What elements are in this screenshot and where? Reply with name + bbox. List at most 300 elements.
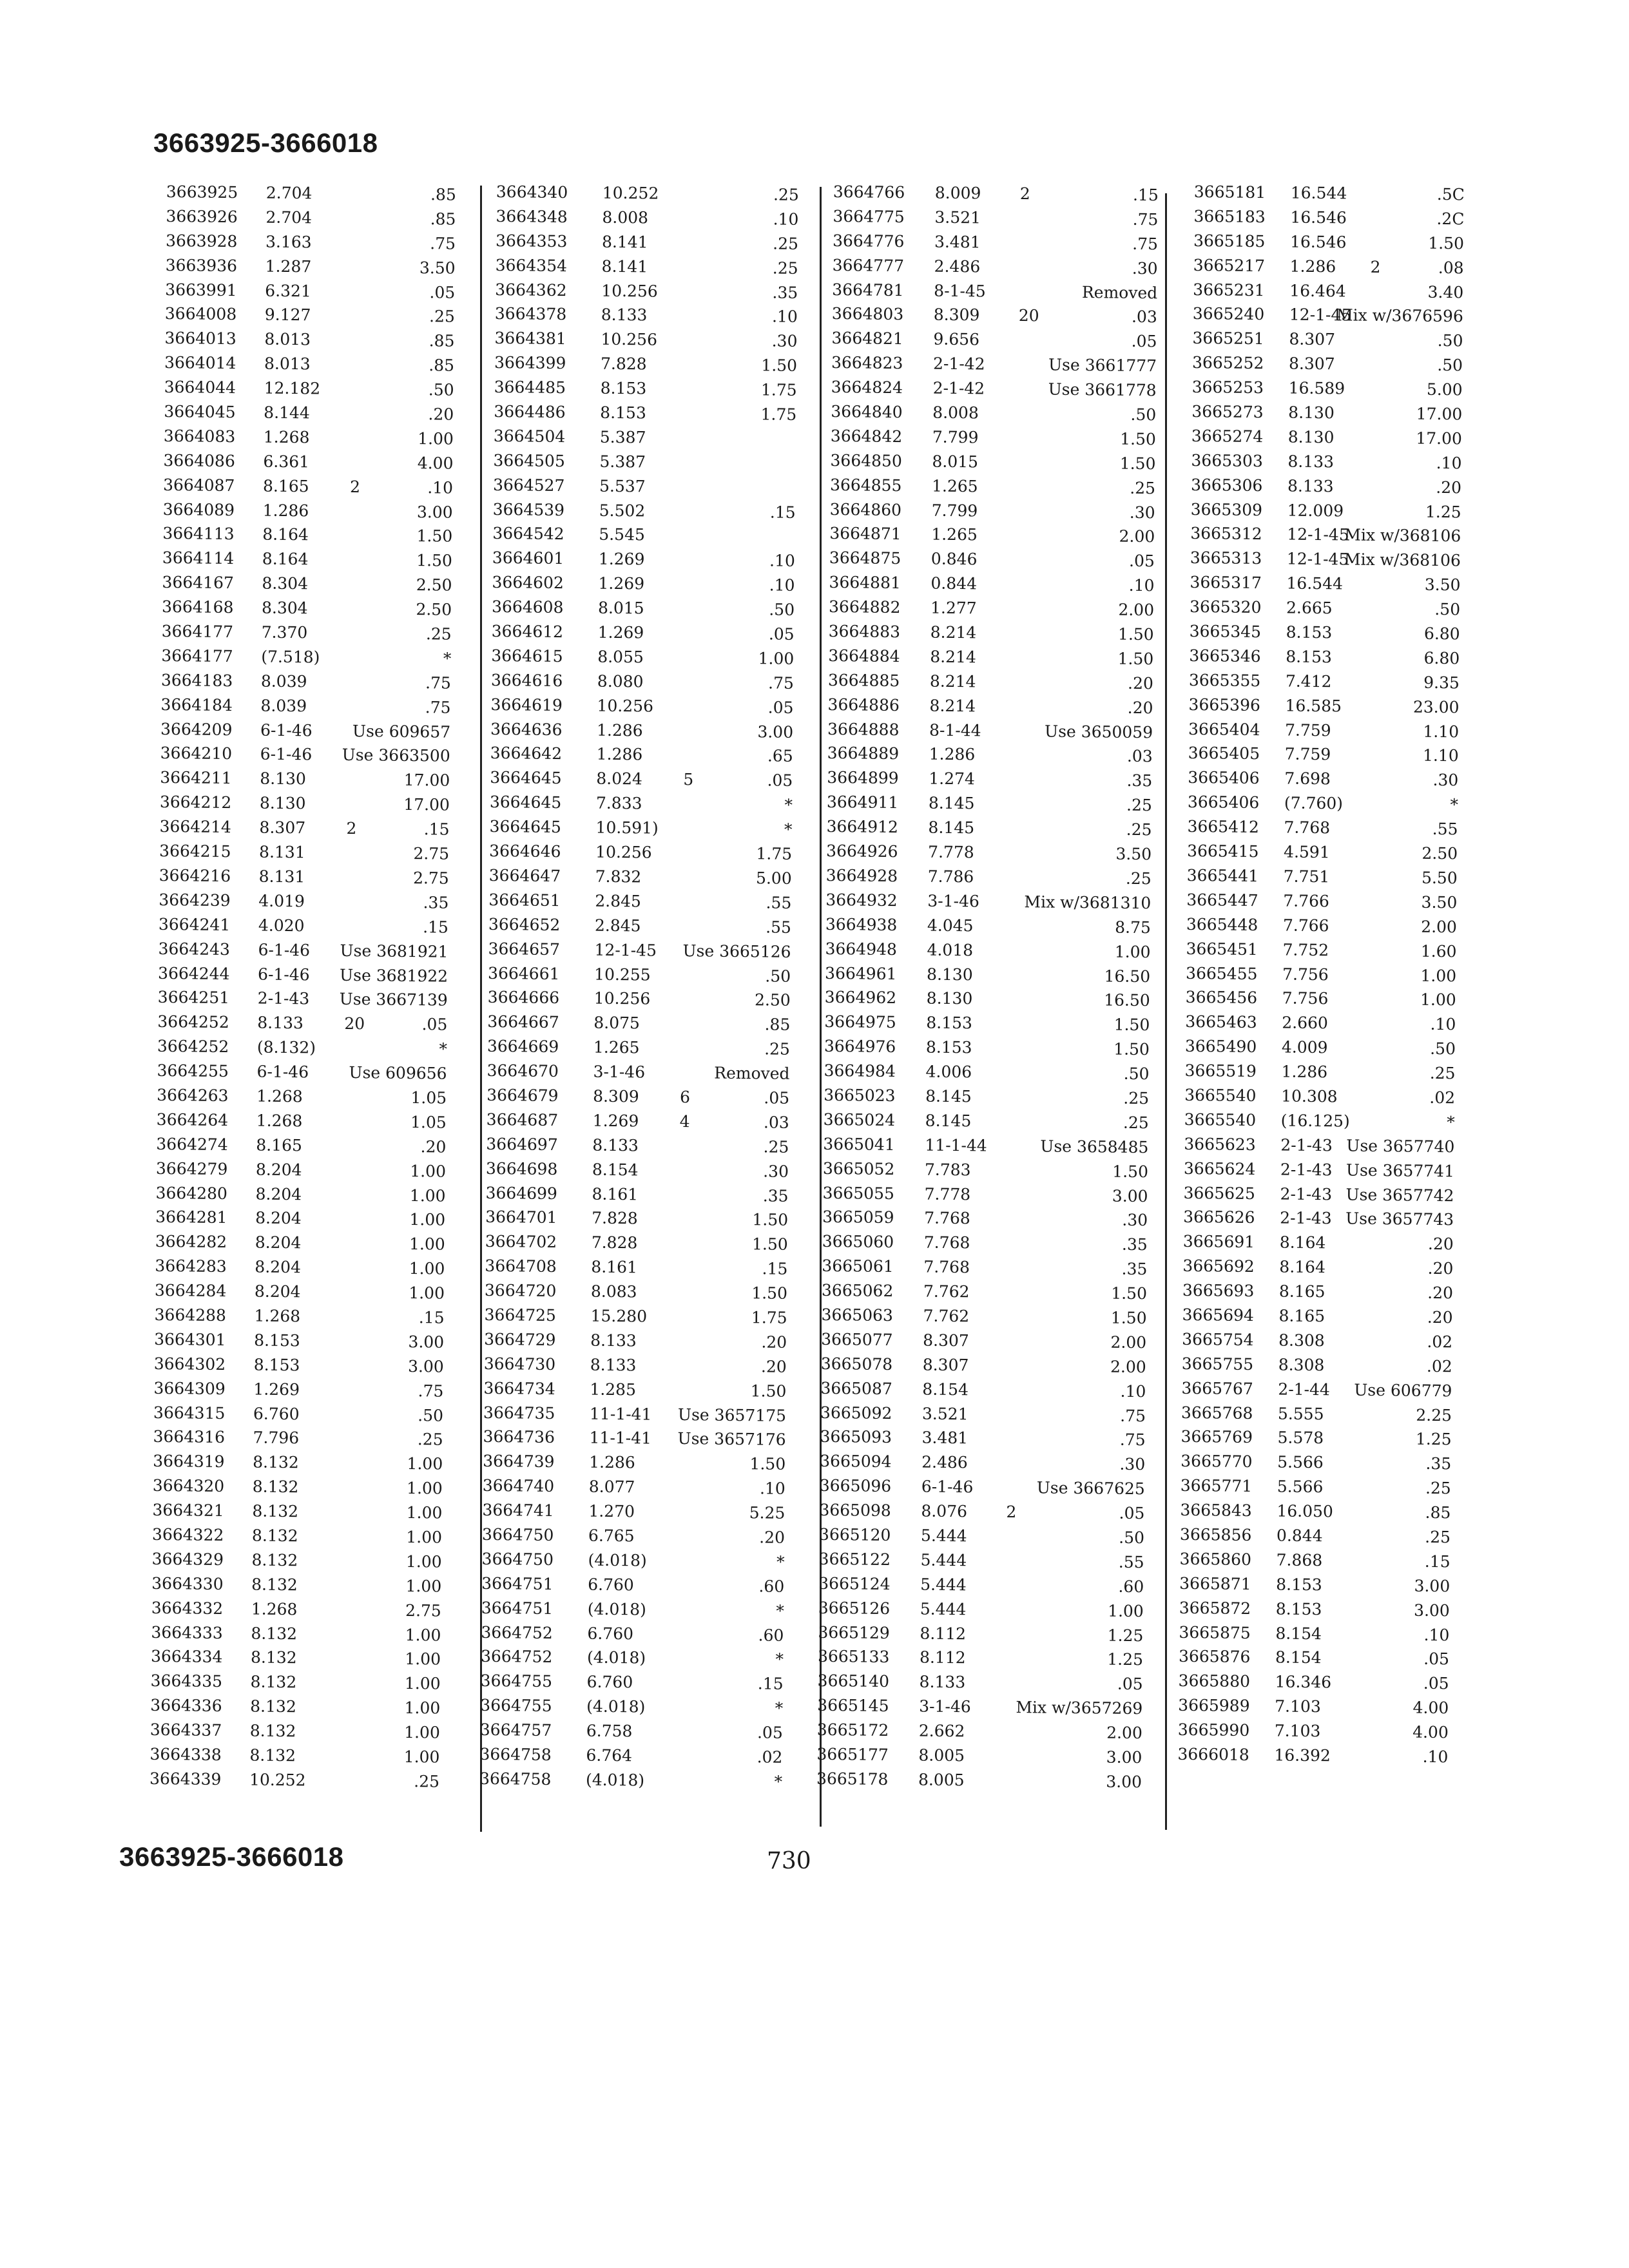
price-or-note: .55 [766, 893, 792, 912]
part-row [496, 182, 799, 210]
part-number: 3664399 [494, 353, 566, 373]
weight-or-date: 1.285 [590, 1379, 637, 1399]
weight-or-date: 8.164 [262, 525, 309, 544]
part-number: 3664274 [156, 1134, 228, 1154]
part-row [492, 548, 795, 576]
part-number: 3664755 [480, 1696, 552, 1716]
price-or-note: .03 [763, 1113, 789, 1132]
part-number: 3664184 [160, 695, 233, 715]
part-number: 3664316 [153, 1427, 226, 1447]
price-or-note: 1.00 [406, 1479, 443, 1498]
part-number: 3665691 [1182, 1232, 1255, 1252]
part-row [833, 182, 1159, 210]
weight-or-date: 7.768 [924, 1208, 970, 1228]
part-number: 3664362 [495, 280, 567, 300]
part-row [494, 378, 796, 405]
price-or-note: 3.00 [1112, 1186, 1148, 1206]
part-number: 3665448 [1186, 914, 1258, 934]
price-or-note: Use 3650059 [1044, 722, 1153, 742]
price-or-note: * [784, 820, 793, 840]
part-number: 3665447 [1186, 890, 1258, 910]
part-row [495, 256, 798, 284]
price-or-note: .35 [1121, 1259, 1148, 1279]
weight-or-date: 8.039 [260, 671, 307, 691]
price-or-note: .20 [428, 405, 454, 424]
price-or-note: 1.00 [407, 1454, 443, 1474]
weight-or-date: 8.153 [1286, 622, 1333, 642]
part-number: 3665872 [1179, 1598, 1251, 1618]
price-or-note: .35 [1121, 1235, 1148, 1254]
price-or-note: .75 [430, 234, 456, 253]
weight-or-date: 8.153 [600, 378, 647, 398]
price-or-note: 2.00 [1421, 917, 1458, 937]
weight-or-date: 5.537 [599, 476, 646, 496]
part-number: 3664279 [155, 1158, 228, 1178]
price-or-note: .10 [759, 1479, 786, 1499]
part-number: 3665396 [1188, 695, 1261, 715]
price-or-note: * [775, 1650, 784, 1669]
part-row [494, 427, 796, 454]
part-row [483, 1427, 786, 1455]
price-or-note: Use 3657743 [1345, 1209, 1454, 1229]
price-or-note: .20 [1427, 1259, 1454, 1278]
weight-or-date: 8.015 [597, 598, 644, 618]
price-or-note: 1.00 [758, 649, 795, 668]
part-row [1177, 1745, 1448, 1772]
part-number: 3665519 [1184, 1061, 1257, 1081]
weight-or-date: 8.153 [1275, 1599, 1322, 1619]
weight-or-date: 7.412 [1285, 671, 1332, 691]
part-number: 3665120 [818, 1524, 891, 1545]
part-number: 3664264 [156, 1110, 229, 1129]
price-or-note: 1.75 [760, 405, 797, 424]
part-number: 3664302 [153, 1354, 226, 1374]
price-or-note: .20 [1436, 477, 1462, 497]
part-number: 3664938 [825, 914, 898, 934]
part-row [1188, 768, 1458, 795]
quantity: 4 [679, 1111, 690, 1131]
part-number: 3665181 [1193, 182, 1266, 202]
weight-or-date: 1.274 [929, 769, 976, 789]
price-or-note: 5.00 [1426, 380, 1463, 399]
price-or-note: .15 [1132, 185, 1159, 205]
price-or-note: 1.25 [1107, 1626, 1144, 1645]
part-row [494, 402, 796, 430]
part-number: 3665769 [1181, 1427, 1253, 1447]
part-row [1188, 793, 1458, 820]
part-number: 3664089 [162, 499, 235, 519]
part-number: 3664008 [164, 304, 237, 324]
weight-or-date: 4.591 [1283, 842, 1330, 862]
part-number: 3664821 [831, 329, 903, 349]
part-number: 3664315 [153, 1403, 226, 1423]
part-row [158, 963, 448, 991]
part-number: 3664615 [491, 646, 563, 666]
part-number: 3663928 [165, 231, 238, 251]
weight-or-date: 2.660 [1282, 1013, 1329, 1033]
weight-or-date: 6.760 [587, 1624, 634, 1643]
part-row [1192, 353, 1463, 380]
price-or-note: Use 3657176 [677, 1429, 786, 1450]
part-row [823, 1135, 1148, 1162]
part-row [1190, 500, 1461, 527]
part-number: 3664329 [151, 1549, 224, 1569]
part-row [827, 720, 1153, 747]
part-number: 3664657 [488, 939, 561, 959]
part-row [820, 1427, 1145, 1455]
weight-or-date: 12.182 [264, 378, 321, 398]
price-or-note: .30 [1432, 771, 1459, 790]
part-row [158, 988, 448, 1015]
weight-or-date: 16.544 [1286, 573, 1344, 593]
part-row [153, 1427, 443, 1455]
price-or-note: .25 [429, 307, 455, 327]
part-number: 3665624 [1183, 1158, 1256, 1178]
weight-or-date: 8.307 [1289, 329, 1336, 349]
part-row [1185, 1012, 1456, 1039]
price-or-note: .05 [421, 1015, 448, 1034]
part-number: 3665456 [1185, 988, 1258, 1008]
weight-or-date: 10.252 [249, 1770, 306, 1790]
part-number: 3665451 [1186, 939, 1258, 959]
price-or-note: 1.00 [1420, 966, 1457, 985]
weight-or-date: 8.153 [254, 1331, 300, 1350]
weight-or-date: 7.759 [1284, 745, 1331, 764]
part-row [1190, 573, 1460, 600]
price-or-note: 3.50 [1115, 844, 1152, 864]
part-number: 3664702 [485, 1232, 557, 1252]
price-or-note: 6.80 [1423, 648, 1460, 668]
part-row [827, 695, 1153, 723]
price-or-note: .60 [758, 1577, 785, 1596]
weight-or-date: 8.165 [256, 1135, 303, 1155]
price-or-note: * [1447, 1113, 1455, 1132]
weight-or-date: 8.144 [264, 403, 310, 423]
part-number: 3665313 [1190, 548, 1262, 568]
price-or-note: .60 [758, 1625, 784, 1645]
weight-or-date: 7.799 [931, 501, 978, 520]
part-row [495, 280, 798, 308]
part-row [1191, 427, 1462, 454]
weight-or-date: 7.756 [1282, 988, 1329, 1008]
part-row [483, 1452, 786, 1479]
weight-or-date: 7.762 [923, 1306, 970, 1326]
part-row [1184, 1061, 1455, 1088]
part-row [151, 1599, 441, 1626]
part-row [821, 1354, 1146, 1382]
part-row [832, 256, 1157, 284]
weight-or-date: 5.566 [1277, 1452, 1324, 1472]
price-or-note: 1.75 [756, 844, 793, 863]
price-or-note: 1.00 [410, 1161, 447, 1181]
quantity: 2 [1006, 1503, 1017, 1522]
part-row [488, 939, 791, 967]
part-number: 3664322 [151, 1524, 224, 1545]
part-number: 3664381 [494, 329, 566, 349]
weight-or-date: 3.481 [921, 1428, 969, 1448]
part-row [830, 451, 1155, 479]
weight-or-date: 8.164 [1279, 1257, 1326, 1277]
weight-or-date: 7.766 [1283, 891, 1330, 911]
part-row [161, 646, 451, 674]
part-number: 3664803 [831, 304, 904, 324]
price-or-note: Mix w/3657269 [1016, 1698, 1143, 1718]
price-or-note: .75 [425, 673, 452, 693]
price-or-note: 2.00 [1106, 1723, 1142, 1743]
part-row [820, 1452, 1145, 1479]
part-number: 3663936 [165, 255, 238, 275]
part-row [479, 1745, 782, 1773]
part-number: 3665273 [1191, 401, 1264, 422]
weight-or-date: 4.019 [258, 891, 305, 911]
part-row [1185, 1037, 1456, 1064]
part-row [831, 427, 1156, 454]
weight-or-date: 7.796 [253, 1428, 300, 1448]
part-number: 3664842 [830, 426, 903, 447]
weight-or-date: 6-1-46 [256, 1062, 309, 1082]
weight-or-date: 7.751 [1283, 867, 1330, 887]
part-number: 3664911 [826, 793, 899, 812]
part-number: 3664239 [159, 890, 231, 910]
part-row [820, 1379, 1146, 1407]
weight-or-date: 12-1-45 [594, 940, 657, 960]
part-row [1190, 597, 1460, 624]
weight-or-date: 1.269 [592, 1111, 639, 1131]
price-or-note: .30 [763, 1162, 789, 1181]
part-row [149, 1745, 439, 1773]
part-number: 3665093 [820, 1427, 892, 1447]
part-row [159, 915, 448, 943]
part-number: 3664319 [153, 1452, 225, 1472]
part-row [818, 1599, 1144, 1626]
part-row [829, 524, 1155, 552]
part-number: 3664926 [825, 841, 898, 861]
price-or-note: .10 [427, 477, 454, 497]
weight-or-date: 8.154 [1275, 1648, 1322, 1667]
weight-or-date: 8.133 [257, 1013, 304, 1033]
weight-or-date: 8.008 [602, 207, 649, 227]
weight-or-date: 7.828 [600, 354, 647, 374]
part-number: 3665041 [823, 1134, 895, 1154]
price-or-note: .05 [757, 1723, 783, 1742]
part-row [490, 695, 793, 723]
weight-or-date: (8.132) [256, 1037, 316, 1057]
price-or-note: .35 [1425, 1454, 1452, 1474]
part-row [817, 1671, 1142, 1699]
price-or-note: .10 [1423, 1625, 1450, 1644]
part-row [162, 573, 452, 601]
part-number: 3665317 [1190, 573, 1262, 593]
part-row [160, 695, 450, 723]
price-or-note: 1.50 [751, 1283, 788, 1303]
part-number: 3664899 [827, 768, 899, 788]
price-or-note: .35 [423, 893, 449, 912]
price-or-note: 1.00 [403, 1747, 440, 1767]
part-number: 3664736 [483, 1427, 555, 1447]
part-number: 3664646 [488, 841, 561, 861]
part-row [490, 744, 793, 771]
part-number: 3664244 [157, 963, 230, 983]
price-or-note: 1.00 [405, 1649, 441, 1669]
part-number: 3664504 [493, 426, 566, 447]
part-row [831, 378, 1156, 405]
part-row [822, 1207, 1148, 1235]
price-or-note: 1.50 [751, 1235, 788, 1254]
part-row [1192, 329, 1463, 356]
quantity: 2 [1019, 184, 1030, 204]
part-number: 3664701 [485, 1207, 557, 1227]
price-or-note: 3.00 [407, 1356, 444, 1376]
part-row [166, 182, 456, 210]
quantity: 5 [683, 770, 694, 789]
part-row [818, 1574, 1144, 1602]
price-or-note: .25 [1125, 869, 1152, 889]
weight-or-date: 10.255 [593, 965, 651, 985]
part-row [490, 720, 793, 747]
part-number: 3665345 [1189, 621, 1262, 642]
price-or-note: .2C [1436, 209, 1465, 229]
part-row [159, 841, 449, 869]
price-or-note: 3.00 [1106, 1747, 1142, 1767]
price-or-note: .85 [430, 185, 456, 204]
part-number: 3665860 [1179, 1549, 1252, 1569]
parts-column-1 [149, 182, 456, 1796]
part-number: 3665092 [820, 1403, 892, 1423]
part-number: 3664962 [824, 988, 897, 1008]
part-row [151, 1574, 441, 1602]
part-row [485, 1232, 788, 1260]
price-or-note: 1.00 [1114, 942, 1151, 961]
part-number: 3665771 [1180, 1476, 1253, 1496]
price-or-note: 1.05 [410, 1088, 447, 1108]
weight-or-date: 8.055 [597, 647, 644, 667]
weight-or-date: 8.080 [597, 671, 644, 691]
price-or-note: .50 [1119, 1528, 1145, 1548]
weight-or-date: 7.759 [1284, 720, 1331, 740]
weight-or-date: 5.566 [1277, 1477, 1324, 1497]
part-row [480, 1720, 783, 1748]
weight-or-date: 7.799 [932, 427, 979, 447]
price-or-note: 1.75 [760, 380, 797, 400]
weight-or-date: 7.833 [595, 793, 642, 813]
price-or-note: .05 [768, 624, 795, 644]
part-number: 3664881 [829, 573, 901, 593]
part-row [1181, 1476, 1451, 1503]
weight-or-date: 8.154 [922, 1379, 969, 1399]
weight-or-date: 8.309 [593, 1086, 639, 1106]
price-or-note: .10 [1430, 1015, 1456, 1034]
part-number: 3664281 [155, 1207, 227, 1227]
part-number: 3664241 [158, 914, 231, 934]
part-number: 3664337 [149, 1720, 222, 1740]
part-row [1187, 817, 1458, 844]
price-or-note: .15 [762, 1259, 788, 1279]
price-or-note: .35 [772, 283, 798, 302]
price-or-note: .85 [1425, 1503, 1451, 1523]
price-or-note: 2.00 [1110, 1357, 1146, 1376]
part-row [479, 1769, 782, 1797]
part-row [825, 915, 1151, 943]
part-row [487, 1012, 790, 1040]
part-number: 3665455 [1185, 963, 1258, 983]
part-number: 3664645 [490, 768, 562, 788]
price-or-note: * [784, 796, 793, 815]
weight-or-date: 8.307 [259, 818, 306, 838]
part-number: 3664961 [824, 963, 897, 983]
part-number: 3665178 [816, 1769, 889, 1789]
part-row [1189, 622, 1460, 649]
weight-or-date: 1.286 [262, 501, 309, 520]
part-row [492, 597, 795, 625]
quantity: 2 [349, 477, 361, 496]
part-number: 3664283 [155, 1256, 227, 1276]
weight-or-date: 7.783 [924, 1160, 971, 1179]
weight-or-date: 8.204 [255, 1208, 302, 1228]
price-or-note: .85 [764, 1015, 791, 1035]
part-row [486, 1159, 789, 1187]
part-row [166, 207, 456, 235]
price-or-note: 3.40 [1427, 282, 1464, 302]
weight-or-date: 6.760 [586, 1672, 633, 1692]
part-number: 3665754 [1182, 1329, 1254, 1349]
weight-or-date: 3.521 [921, 1404, 969, 1423]
weight-or-date: 10.308 [1281, 1086, 1338, 1106]
weight-or-date: 16.464 [1289, 281, 1346, 301]
part-row [824, 1012, 1150, 1040]
weight-or-date: 8.214 [930, 647, 977, 667]
price-or-note: .85 [429, 356, 455, 375]
part-row [496, 231, 798, 259]
price-or-note: 1.00 [409, 1259, 445, 1278]
part-row [822, 1183, 1148, 1211]
part-number: 3664212 [159, 793, 232, 812]
part-row [1186, 988, 1456, 1015]
weight-or-date: 3-1-46 [927, 891, 980, 911]
part-row [1193, 256, 1463, 283]
weight-or-date: 8.131 [258, 867, 305, 887]
part-row [486, 1135, 789, 1162]
price-or-note: .10 [769, 551, 796, 571]
price-or-note: .10 [1436, 453, 1462, 473]
part-row [166, 231, 456, 259]
weight-or-date: 3-1-46 [919, 1696, 971, 1716]
price-or-note: 1.00 [409, 1210, 446, 1230]
part-number: 3664975 [824, 1012, 896, 1032]
weight-or-date: 4.018 [927, 940, 974, 959]
weight-or-date: 1.268 [256, 1111, 303, 1131]
weight-or-date: 8.132 [252, 1477, 299, 1497]
part-row [1181, 1452, 1451, 1479]
weight-or-date: (4.018) [586, 1648, 646, 1667]
weight-or-date: 7.370 [261, 622, 308, 642]
part-row [825, 866, 1151, 894]
part-number: 3665406 [1187, 793, 1260, 812]
part-row [830, 476, 1155, 503]
part-row [149, 1769, 439, 1797]
price-or-note: .10 [1120, 1381, 1146, 1401]
part-number: 3665253 [1191, 378, 1264, 398]
weight-or-date: 8.165 [262, 476, 309, 496]
weight-or-date: 8.130 [1288, 403, 1335, 423]
price-or-note: Use 3665126 [682, 941, 791, 961]
part-row [161, 671, 451, 698]
part-row [157, 1110, 447, 1138]
part-number: 3664730 [483, 1354, 556, 1374]
weight-or-date: 8.132 [249, 1721, 296, 1741]
weight-or-date: 6.321 [265, 281, 311, 300]
part-row [1179, 1622, 1449, 1649]
part-row [163, 476, 453, 503]
